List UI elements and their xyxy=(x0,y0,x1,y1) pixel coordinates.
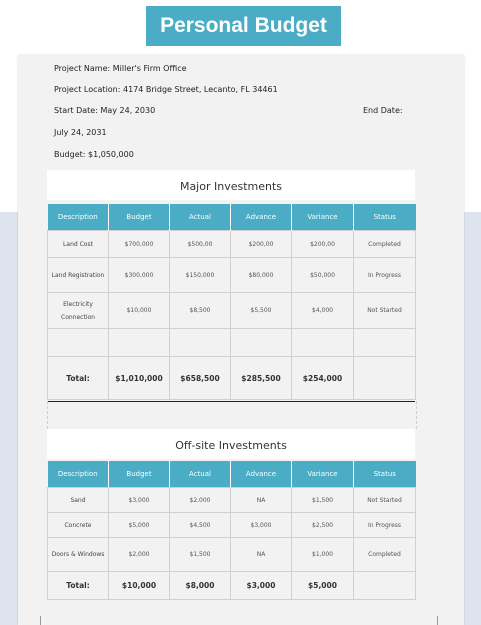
table-cell xyxy=(170,329,231,357)
table-gap xyxy=(47,401,417,429)
column-header: Variance xyxy=(292,461,354,488)
table-cell xyxy=(231,329,292,357)
table-cell: $1,000 xyxy=(292,538,354,572)
table-cell: Land Registration xyxy=(48,258,109,293)
column-header: Actual xyxy=(170,204,231,231)
table-row xyxy=(48,293,416,329)
table-cell: $700,000 xyxy=(109,231,170,258)
end-date-value: July 24, 2031 xyxy=(54,128,107,137)
table-cell: $200,00 xyxy=(231,231,292,258)
table-cell: In Progress xyxy=(354,258,416,293)
total-status xyxy=(354,357,416,400)
table-cell: $2,500 xyxy=(292,513,354,538)
project-name: Project Name: Miller's Firm Office xyxy=(54,64,187,73)
table-header-row xyxy=(48,461,416,488)
table-cell: $50,000 xyxy=(292,258,354,293)
table-cell: $3,000 xyxy=(109,488,170,513)
table-cell: $300,000 xyxy=(109,258,170,293)
column-header: Description xyxy=(48,204,109,231)
table-total-row xyxy=(48,357,416,400)
table-cell: $4,500 xyxy=(170,513,231,538)
table-total-row xyxy=(48,572,416,600)
table-cell xyxy=(354,329,416,357)
total-label: Total: xyxy=(48,572,109,600)
table-cell: $150,000 xyxy=(170,258,231,293)
table-cell: Electricity Connection xyxy=(48,293,109,329)
column-header: Variance xyxy=(292,204,354,231)
table-row xyxy=(48,538,416,572)
table-cell: $5,000 xyxy=(109,513,170,538)
table-cell: NA xyxy=(231,488,292,513)
page-title: Personal Budget xyxy=(146,6,341,46)
table-cell: Sand xyxy=(48,488,109,513)
total-budget: $10,000 xyxy=(109,572,170,600)
total-advance: $3,000 xyxy=(231,572,292,600)
table-cell: $8,500 xyxy=(170,293,231,329)
table-cell: Completed xyxy=(354,231,416,258)
table-cell: $5,500 xyxy=(231,293,292,329)
table-cell: $10,000 xyxy=(109,293,170,329)
table-cell: $1,500 xyxy=(292,488,354,513)
column-header: Status xyxy=(354,461,416,488)
table-cell: In Progress xyxy=(354,513,416,538)
total-actual: $8,000 xyxy=(170,572,231,600)
total-advance: $285,500 xyxy=(231,357,292,400)
table-cell xyxy=(48,329,109,357)
table-row-empty xyxy=(48,329,416,357)
table-cell: Not Started xyxy=(354,293,416,329)
document-page xyxy=(18,55,464,625)
project-budget: Budget: $1,050,000 xyxy=(54,150,134,159)
table-cell: $200,00 xyxy=(292,231,354,258)
total-label: Total: xyxy=(48,357,109,400)
table-cell: Completed xyxy=(354,538,416,572)
total-status xyxy=(354,572,416,600)
major-investments-title: Major Investments xyxy=(47,170,415,200)
column-header: Description xyxy=(48,461,109,488)
table-cell: $2,000 xyxy=(170,488,231,513)
column-header: Budget xyxy=(109,204,170,231)
table-cell: $1,500 xyxy=(170,538,231,572)
column-header: Advance xyxy=(231,204,292,231)
column-header: Actual xyxy=(170,461,231,488)
start-date: Start Date: May 24, 2030 xyxy=(54,106,156,115)
page-margin-mark xyxy=(40,616,41,625)
end-date-label: End Date: xyxy=(363,106,403,115)
table-cell: NA xyxy=(231,538,292,572)
table-cell: Doors & Windows xyxy=(48,538,109,572)
table-row xyxy=(48,258,416,293)
column-header: Advance xyxy=(231,461,292,488)
offsite-investments-title: Off-site Investments xyxy=(47,429,415,459)
project-location: Project Location: 4174 Bridge Street, Lecanto, FL 34461 xyxy=(54,85,278,94)
table-cell: $3,000 xyxy=(231,513,292,538)
table-cell: Not Started xyxy=(354,488,416,513)
table-header-row xyxy=(48,204,416,231)
table-cell: $80,000 xyxy=(231,258,292,293)
offsite-investments-table xyxy=(47,461,416,600)
table-row xyxy=(48,231,416,258)
total-budget: $1,010,000 xyxy=(109,357,170,400)
total-variance: $254,000 xyxy=(292,357,354,400)
table-cell xyxy=(292,329,354,357)
major-investments-table xyxy=(47,204,416,400)
column-header: Status xyxy=(354,204,416,231)
page-margin-mark xyxy=(437,616,438,625)
table-cell: $2,000 xyxy=(109,538,170,572)
table-cell: $4,000 xyxy=(292,293,354,329)
table-cell: Land Cost xyxy=(48,231,109,258)
column-header: Budget xyxy=(109,461,170,488)
table-row xyxy=(48,513,416,538)
table-cell: $500,00 xyxy=(170,231,231,258)
total-actual: $658,500 xyxy=(170,357,231,400)
total-variance: $5,000 xyxy=(292,572,354,600)
table-row xyxy=(48,488,416,513)
table-cell: Concrete xyxy=(48,513,109,538)
table-cell xyxy=(109,329,170,357)
